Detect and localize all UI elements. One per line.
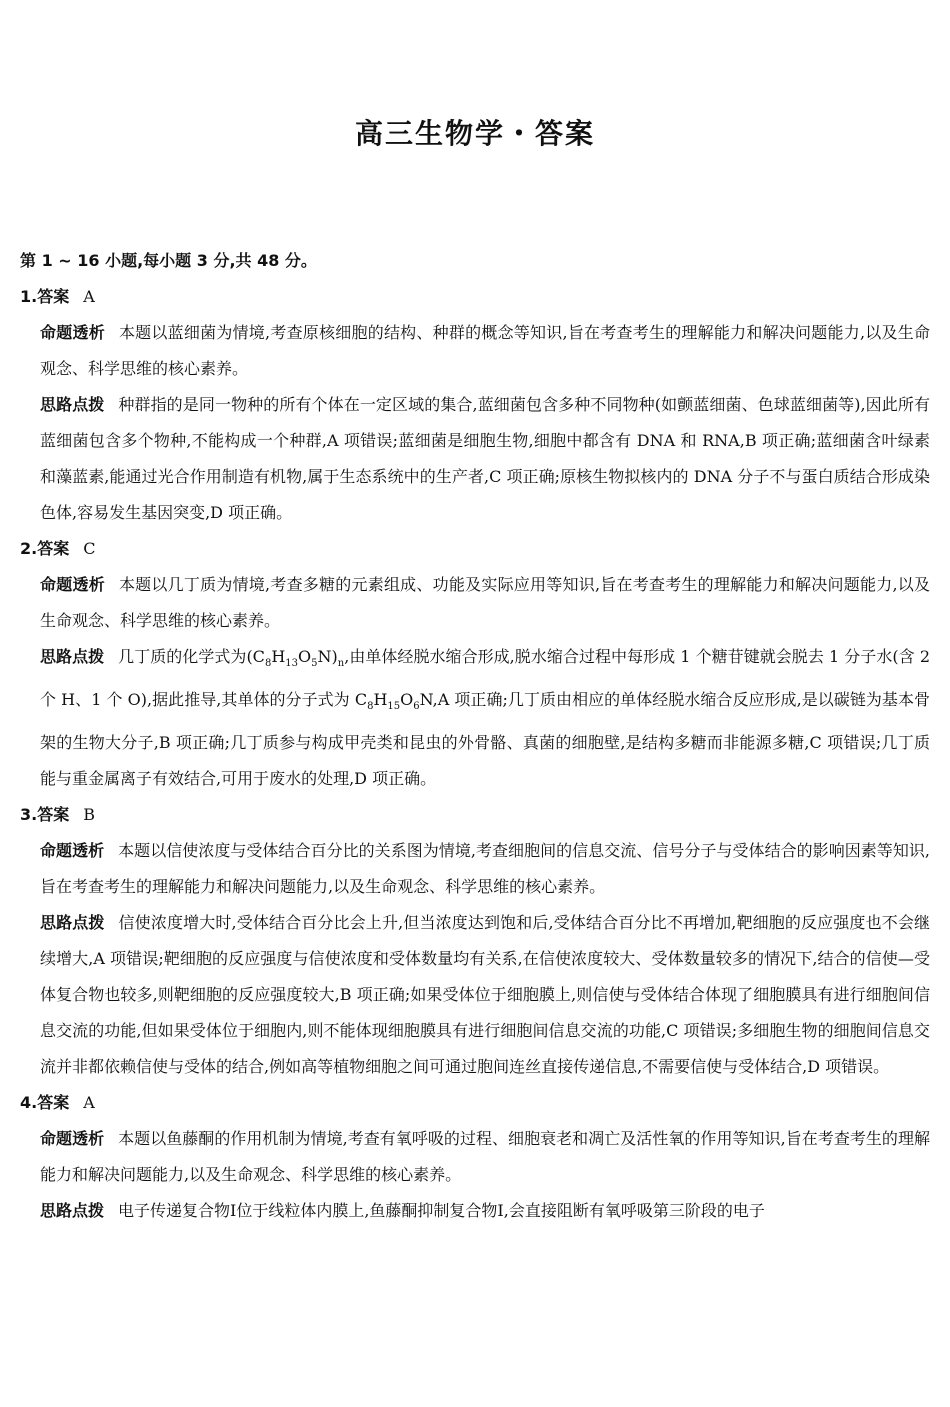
question-1-approach: [40, 387, 930, 531]
question-4-approach: [40, 1193, 930, 1229]
question-3-analysis: [40, 833, 930, 905]
question-number: 1.: [20, 287, 38, 306]
question-1-analysis: [40, 315, 930, 387]
answer-label: 答案: [37, 287, 70, 306]
analysis-text: 本题以蓝细菌为情境,考查原核细胞的结构、种群的概念等知识,旨在考查考生的理解能力和解决问题能力,以及生命观念、科学思维的核心素养。: [40, 323, 930, 378]
answer-content: [20, 243, 930, 1229]
analysis-label: 命题透析: [40, 841, 105, 861]
answer-label: 答案: [37, 805, 70, 825]
question-2-answer: [20, 531, 930, 567]
approach-text: 种群指的是同一物种的所有个体在一定区域的集合,蓝细菌包含多种不同物种(如颤蓝细菌、色球蓝细菌等),因此所有蓝细菌包含多个物种,不能构成一个种群,A 项错误;蓝细菌是细胞生物,细胞中都含有 DNA 和 RNA,B 项正确;蓝细菌含叶绿素和藻蓝素,能通过光合作用制造有机物,属于生态系统中的生产者,C 项正确;原核生物拟核内的 DNA 分子不与蛋白质结合形成染色体,容易发生基因突变,D 项正确。: [40, 395, 930, 522]
analysis-label: 命题透析: [40, 575, 105, 594]
question-4-answer: [20, 1085, 930, 1121]
analysis-text: 本题以几丁质为情境,考查多糖的元素组成、功能及实际应用等知识,旨在考查考生的理解能力和解决问题能力,以及生命观念、科学思维的核心素养。: [40, 575, 930, 630]
question-number: 3.: [20, 805, 38, 825]
question-2-approach: [40, 639, 930, 797]
question-1-answer: [20, 279, 930, 315]
approach-label: 思路点拨: [40, 913, 105, 933]
approach-text: 电子传递复合物Ⅰ位于线粒体内膜上,鱼藤酮抑制复合物Ⅰ,会直接阻断有氧呼吸第三阶段的电子: [118, 1201, 765, 1221]
question-3-approach: [40, 905, 930, 1085]
question-3-answer: [20, 797, 930, 833]
answer-value: B: [83, 805, 95, 825]
analysis-text: 本题以信使浓度与受体结合百分比的关系图为情境,考查细胞间的信息交流、信号分子与受体结合的影响因素等知识,旨在考查考生的理解能力和解决问题能力,以及生命观念、科学思维的核心素养。: [40, 841, 930, 897]
approach-label: 思路点拨: [40, 395, 105, 414]
answer-label: 答案: [37, 1093, 70, 1113]
answer-value: C: [83, 539, 96, 558]
question-number: 2.: [20, 539, 38, 558]
approach-label: 思路点拨: [40, 647, 105, 666]
question-4-analysis: [40, 1121, 930, 1193]
approach-text: 信使浓度增大时,受体结合百分比会上升,但当浓度达到饱和后,受体结合百分比不再增加,靶细胞的反应强度也不会继续增大,A 项错误;靶细胞的反应强度与信使浓度和受体数量均有关系,在信使浓度较大、受体数量较多的情况下,结合的信使—受体复合物也较多,则靶细胞的反应强度较大,B 项正确;如果受体位于细胞膜上,则信使与受体结合体现了细胞膜具有进行细胞间信息交流的功能,但如果受体位于细胞内,则不能体现细胞膜具有进行细胞间信息交流的功能,C 项错误;多细胞生物的细胞间信息交流并非都依赖信使与受体的结合,例如高等植物细胞之间可通过胞间连丝直接传递信息,不需要信使与受体结合,D 项错误。: [40, 913, 930, 1077]
analysis-label: 命题透析: [40, 1129, 105, 1149]
section-intro: 第 1 ~ 16 小题,每小题 3 分,共 48 分。: [20, 251, 317, 270]
question-number: 4.: [20, 1093, 38, 1113]
answer-value: A: [83, 1093, 95, 1113]
answer-value: A: [83, 287, 95, 306]
analysis-text: 本题以鱼藤酮的作用机制为情境,考查有氧呼吸的过程、细胞衰老和凋亡及活性氧的作用等知识,旨在考查考生的理解能力和解决问题能力,以及生命观念、科学思维的核心素养。: [40, 1129, 930, 1185]
approach-label: 思路点拨: [40, 1201, 105, 1221]
question-2-analysis: [40, 567, 930, 639]
page-title: 高三生物学・答案: [354, 117, 595, 150]
analysis-label: 命题透析: [40, 323, 105, 342]
answer-label: 答案: [37, 539, 70, 558]
approach-text: 几丁质的化学式为$(C_8H_{13}O_5N)_n$,由单体经脱水缩合形成,脱水缩合过程中每形成 1 个糖苷键就会脱去 1 分子水(含 2 个 H、1 个 O),据此推导,其单体的分子式为 $C_8H_{15}O_6N,A$ 项正确;几丁质由相应的单体经脱水缩合反应形成,是以碳链为基本骨架的生物大分子,B 项正确;几丁质参与构成甲壳类和昆虫的外骨骼、真菌的细胞壁,是结构多糖而非能源多糖,C 项错误;几丁质能与重金属离子有效结合,可用于废水的处理,D 项正确。: [40, 647, 930, 789]
